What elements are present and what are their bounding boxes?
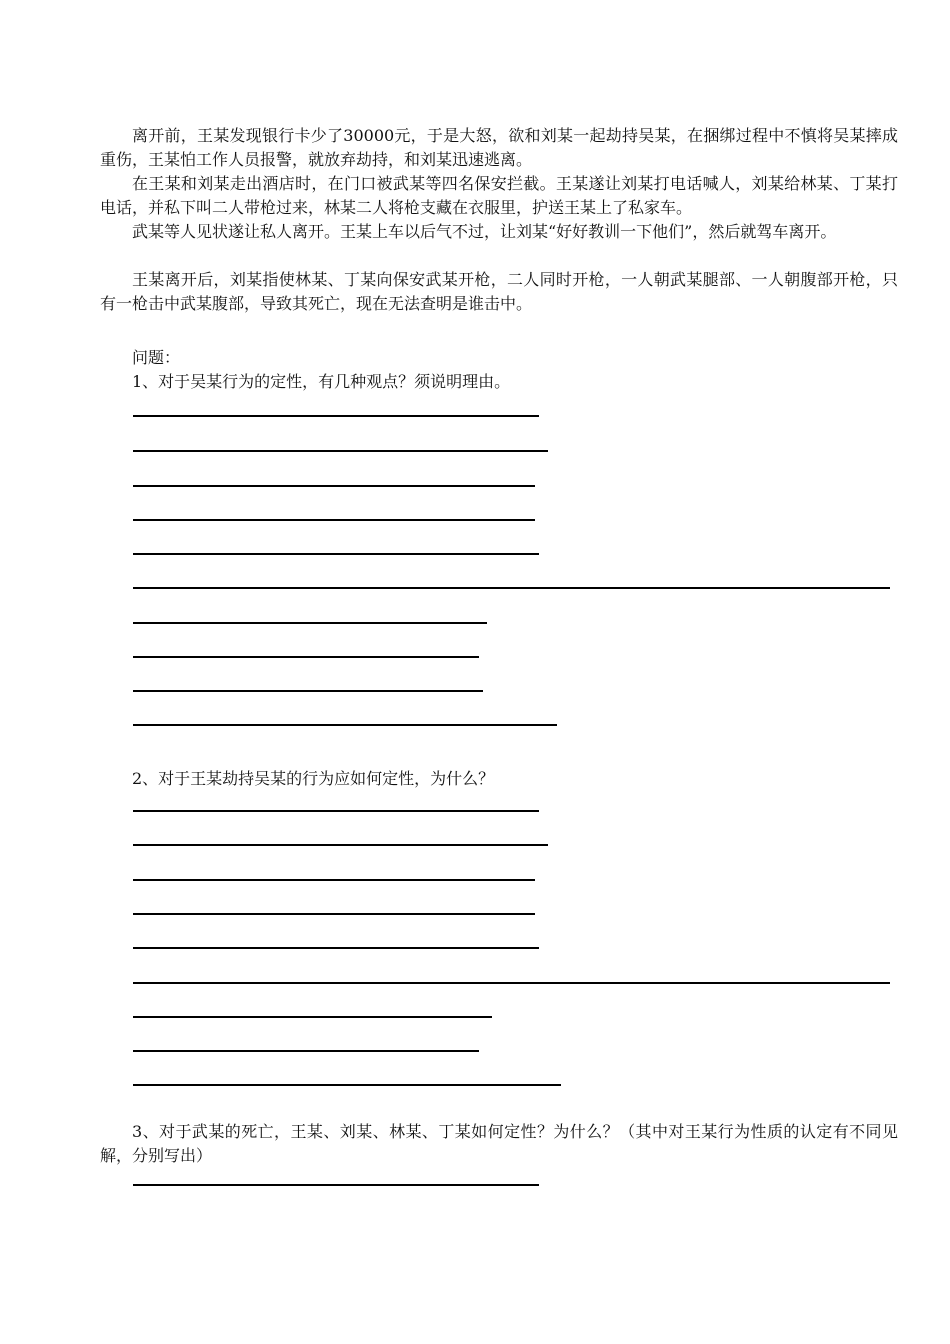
answer-line <box>133 450 548 452</box>
questions-heading: 问题： <box>132 348 181 367</box>
answer-line <box>133 810 539 812</box>
case-paragraph-1: 离开前，王某发现银行卡少了30000元，于是大怒，欲和刘某一起劫持吴某，在捆绑过程中不慎将吴某摔成重伤，王某怕工作人员报警，就放弃劫持，和刘某迅速逃离。 <box>100 126 898 169</box>
case-paragraph-3: 武某等人见状遂让私人离开。王某上车以后气不过，让刘某“好好教训一下他们”，然后就驾车离开。 <box>132 222 837 241</box>
answer-line <box>133 415 539 417</box>
question-2: 2、对于王某劫持吴某的行为应如何定性，为什么？ <box>132 769 495 788</box>
answer-line <box>133 724 557 726</box>
answer-line <box>133 587 890 589</box>
case-paragraph-4: 王某离开后，刘某指使林某、丁某向保安武某开枪，二人同时开枪，一人朝武某腿部、一人朝腹部开枪，只有一枪击中武某腹部，导致其死亡，现在无法查明是谁击中。 <box>100 270 898 313</box>
answer-line <box>133 982 890 984</box>
case-paragraph-2: 在王某和刘某走出酒店时，在门口被武某等四名保安拦截。王某遂让刘某打电话喊人，刘某给林某、丁某打电话，并私下叫二人带枪过来，林某二人将枪支藏在衣服里，护送王某上了私家车。 <box>100 174 898 217</box>
answer-line <box>133 844 548 846</box>
answer-line <box>133 553 539 555</box>
answer-line <box>133 913 535 915</box>
answer-line <box>133 690 483 692</box>
answer-line <box>133 1184 539 1186</box>
question-1: 1、对于吴某行为的定性，有几种观点？须说明理由。 <box>132 372 511 391</box>
answer-line <box>133 622 487 624</box>
answer-line <box>133 1050 479 1052</box>
question-3: 3、对于武某的死亡，王某、刘某、林某、丁某如何定性？为什么？（其中对王某行为性质的认定有不同见解，分别写出） <box>100 1122 898 1165</box>
answer-line <box>133 947 539 949</box>
answer-line <box>133 879 535 881</box>
answer-line <box>133 1016 492 1018</box>
answer-line <box>133 485 535 487</box>
answer-line <box>133 519 535 521</box>
answer-line <box>133 1084 561 1086</box>
answer-line <box>133 656 479 658</box>
